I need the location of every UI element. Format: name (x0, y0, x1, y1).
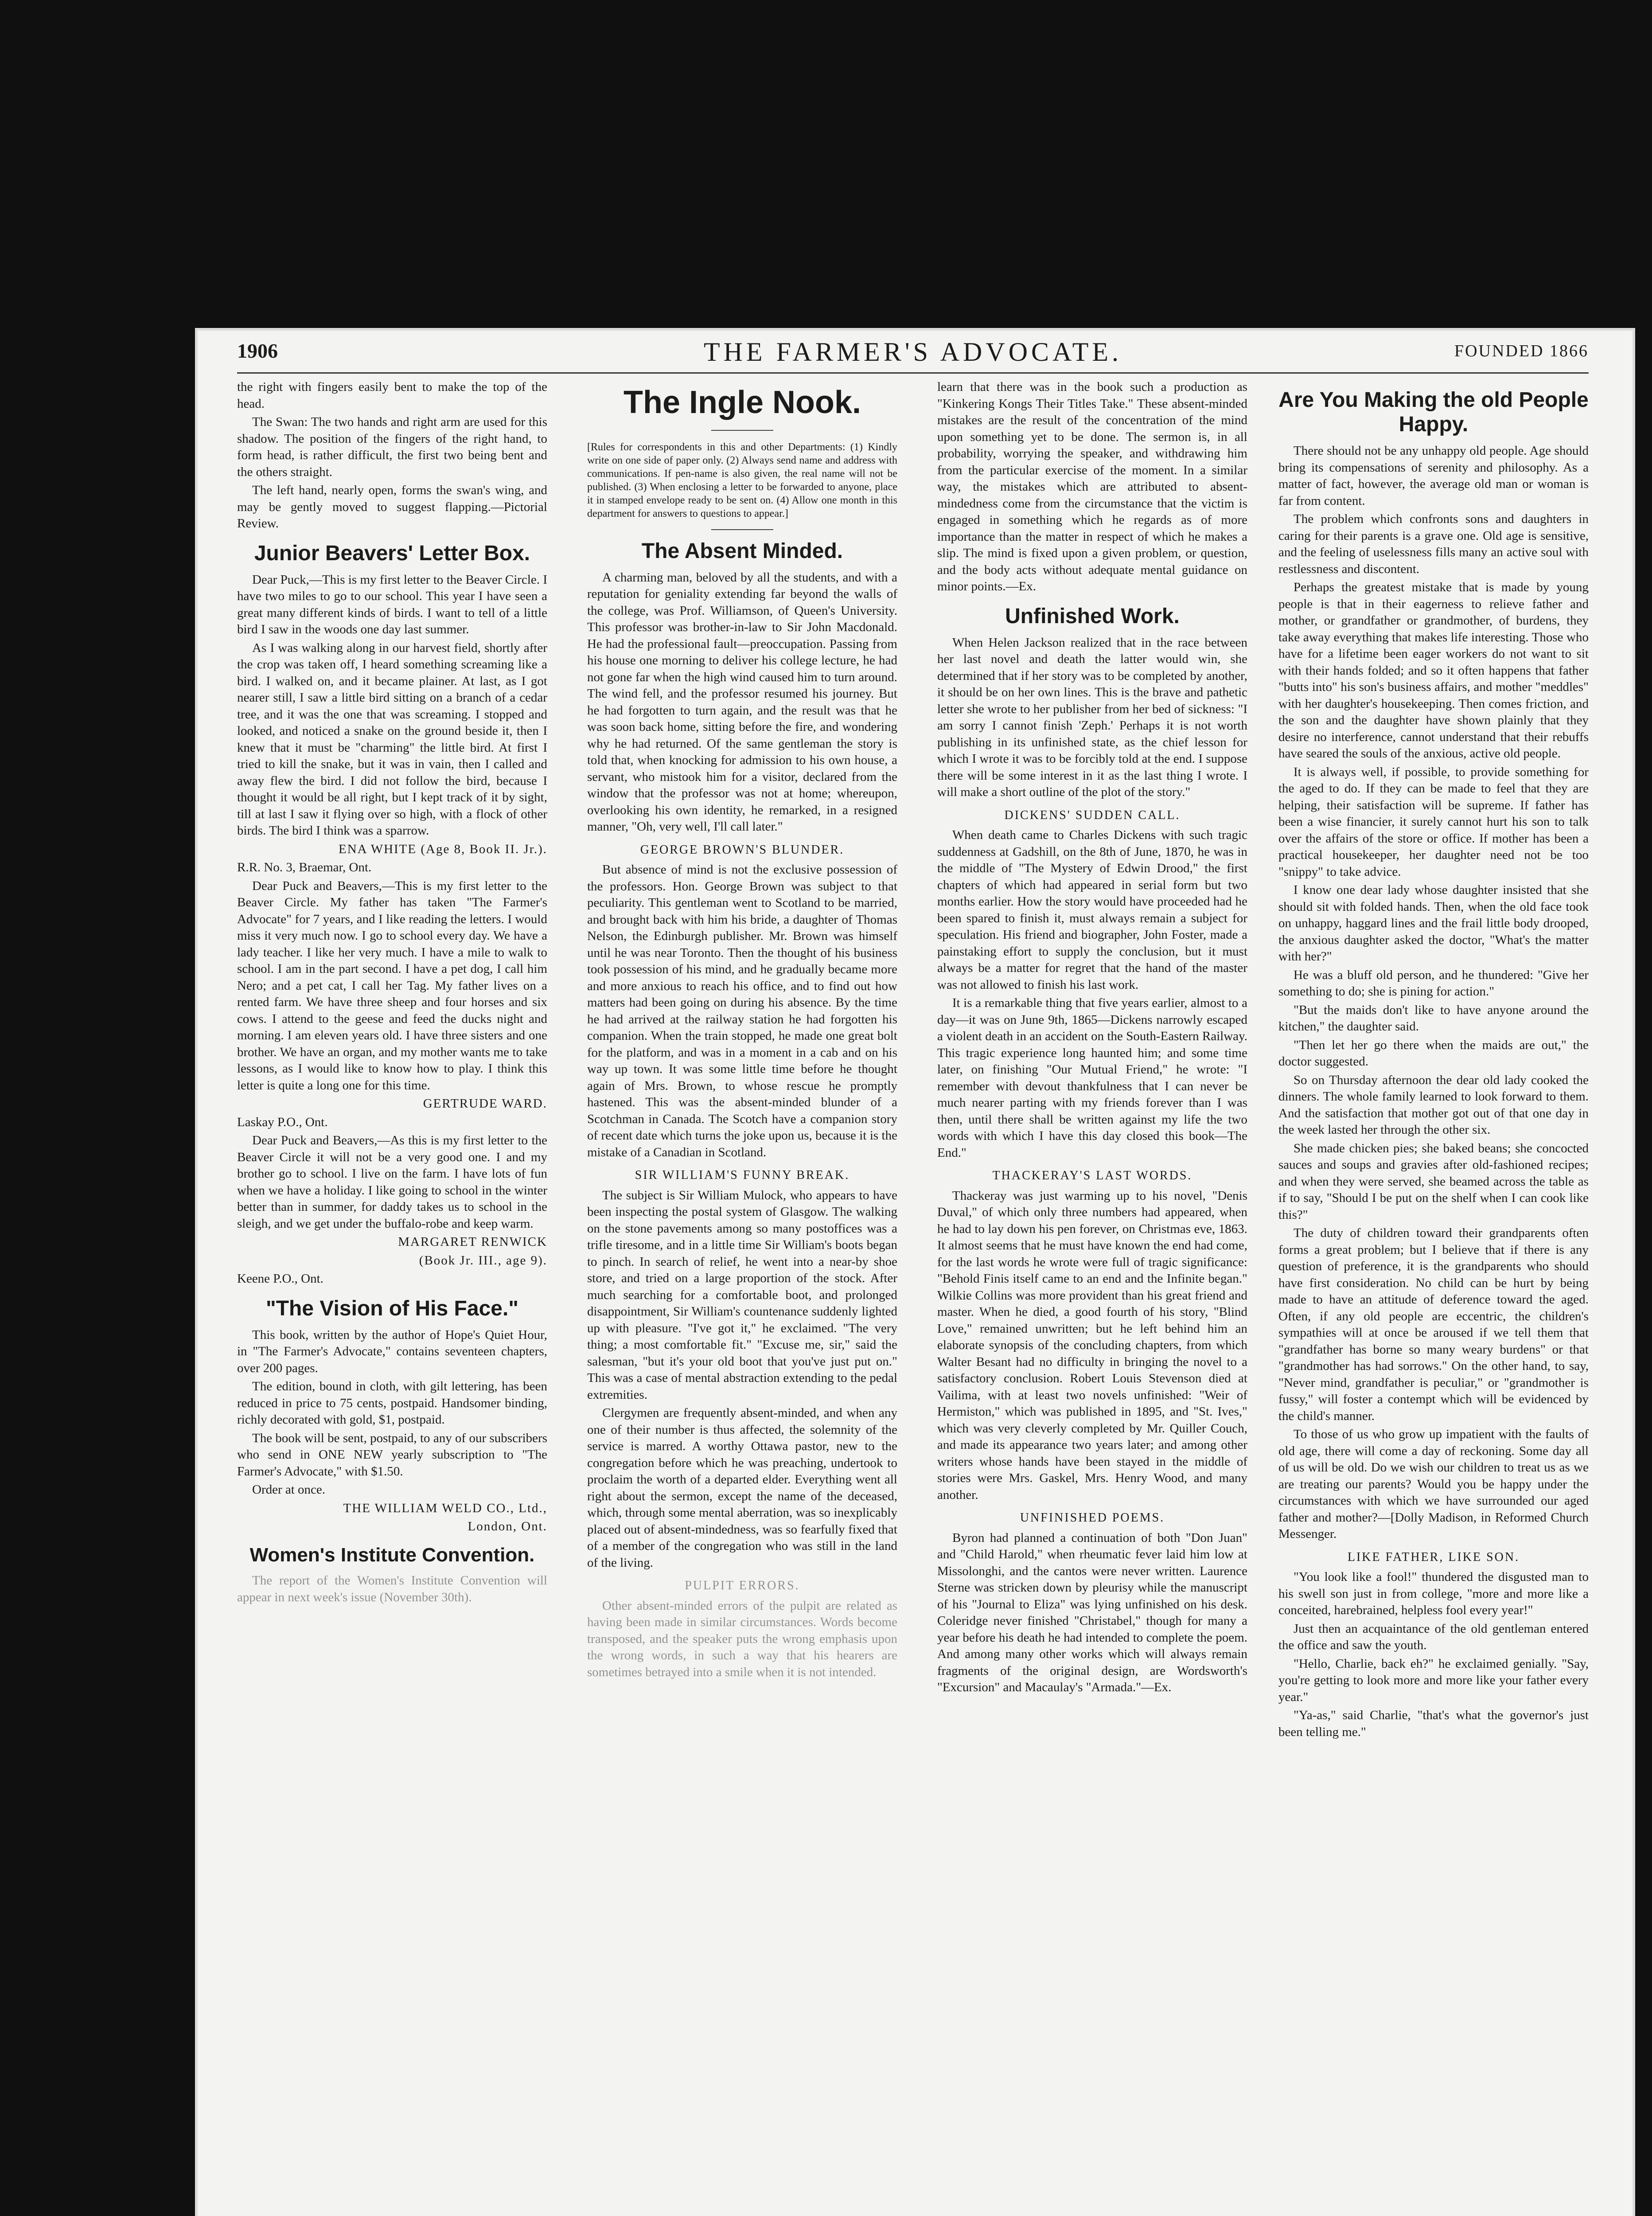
article-paragraph: She made chicken pies; she baked beans; she concocted sauces and soups and gravies after old-fashioned recipes; and when they were served, she beamed across the table as if to say, "Should I be put on the shelf when I can cook like this?" (1278, 1141, 1589, 1222)
article-paragraph: "But the maids don't like to have anyone around the kitchen," the daughter said. (1278, 1003, 1589, 1034)
article-paragraph: "Hello, Charlie, back eh?" he exclaimed genially. "Say, you're getting to look more and more like your father every year." (1278, 1656, 1589, 1704)
letter-signature: ENA WHITE (Age 8, Book II. Jr.). (338, 842, 547, 856)
column-1 (237, 379, 547, 1607)
letter-signature: MARGARET RENWICK (398, 1235, 547, 1249)
masthead-title: THE FARMER'S ADVOCATE. (703, 337, 1122, 367)
article-paragraph: The problem which confronts sons and daughters in caring for their parents is a grave one. Old age is sensitive, and the feeling of uselessness fills many an active soul with restlessness and discontent. (1278, 512, 1589, 576)
article-paragraph: A charming man, beloved by all the students, and with a reputation for geniality extending far beyond the walls of the college, was Prof. Williamson, of Queen's University. This professor was brother-in-law to Sir John Macdonald. He had the professional fault—preoccupation. Passing from his house one morning to deliver his college lecture, he had not gone far when the high wind caused him to turn around. The wind fell, and the professor resumed his journey. But he had forgotten to turn again, and the result was that he was soon back home, sitting before the fire, and wondering why he had returned. Of the same gentleman the story is told that, when knocking for admission to his own house, a servant, who mistook him for a visitor, declared from the window that the professor was not at home; whereupon, overlooking his own identity, he remarked, in a resigned manner, "Oh, very well, I'll call later." (587, 570, 897, 834)
article-paragraph: "Then let her go there when the maids are out," the doctor suggested. (1278, 1038, 1589, 1069)
vision-paragraph: Order at once. (252, 1483, 326, 1497)
divider (711, 529, 773, 530)
header-rule (237, 372, 1589, 374)
letter-paragraph: Dear Puck and Beavers,—As this is my first letter to the Beaver Circle it will not be a very good one. I and my brother go to school. I live on the farm. I have lots of fun when we have a holiday. I like going to school in the winter better than in summer, for daddy takes us to school in the sleigh, and we get under the buffalo-robe and keep warm. (237, 1133, 547, 1231)
letter-signature: GERTRUDE WARD. (423, 1096, 547, 1111)
article-paragraph: There should not be any unhappy old people. Age should bring its compensations of serenity and philosophy. As a matter of fact, however, the average old man or woman is far from content. (1278, 444, 1589, 508)
letter-place: Laskay P.O., Ont. (237, 1115, 328, 1129)
column-4 (1278, 379, 1589, 1742)
womens-institute-note: The report of the Women's Institute Convention will appear in next week's issue (November 30th). (237, 1573, 547, 1604)
vision-paragraph: This book, written by the author of Hope's Quiet Hour, in "The Farmer's Advocate," contains seventeen chapters, over 200 pages. (237, 1327, 547, 1375)
shadow-instructions: The left hand, nearly open, forms the swan's wing, and may be gently moved to suggest flapping.—Pictorial Review. (237, 483, 547, 531)
article-paragraph: I know one dear lady whose daughter insisted that she should sit with folded hands. Then, when the old face took on unhappy, haggard lines and the frail little body drooped, the anxious daughter asked the doctor, "What's the matter with her?" (1278, 883, 1589, 964)
shadow-instructions: the right with fingers easily bent to make the top of the head. (237, 380, 547, 411)
article-paragraph: Byron had planned a continuation of both "Don Juan" and "Child Harold," when rheumatic fever laid him low at Missolonghi, and the cantos were never written. Laurence Sterne was stricken down by pleurisy while the manuscript of his "Journal to Eliza" was lying unfinished on his desk. Coleridge never finished "Christabel," though for many a year before his death he had intended to complete the poem. And among many other works which will always remain fragments of the original design, are Wordsworth's "Excursion" and Macaulay's "Armada."—Ex. (937, 1530, 1247, 1695)
article-paragraph: The subject is Sir William Mulock, who appears to have been inspecting the postal system of Glasgow. The walking on the stone pavements among so many postoffices was a trifle tiresome, and in a little time Sir William's boots began to pinch. In search of relief, he went into a near-by shoe store, and tried on a large proportion of the stock. After much searching for a comfortable boot, and prolonged disappointment, Sir William's countenance suddenly lighted up with pleasure. "I've got it," he exclaimed. "The very thing; a most comfortable fit." "Excuse me, sir," said the salesman, "but it's your old boot that you've just put on." This was a case of mental abstraction extending to the pedal extremities. (587, 1188, 897, 1402)
newspaper-page (195, 328, 1635, 2216)
article-paragraph: But absence of mind is not the exclusive possession of the professors. Hon. George Brown was subject to that peculiarity. This gentleman went to Scotland to be married, and brought back with him his bride, a daughter of Thomas Nelson, the Edinburgh publisher. Mr. Brown was himself until he was near Toronto. Then the thought of his business took possession of his mind, and he gradually became more and more anxious to reach his office, and to find out how matters had been going on during his absence. By the time he had arrived at the railway station he had forgotten his companion. When the train stopped, he made one great bolt for the platform, and was in a moment in a cab and on his way up town. It was some little time before he thought again of Mrs. Brown, to whose rescue he promptly hastened. This was the absent-minded blunder of a Scotchman in Canada. The Scotch have a companion story of recent date which turns the joke upon us, because it is the mistake of a Canadian in Scotland. (587, 862, 897, 1159)
subheading: GEORGE BROWN'S BLUNDER. (640, 843, 845, 857)
article-paragraph: Other absent-minded errors of the pulpit are related as having been made in similar circumstances. Words become transposed, and the speaker puts the wrong emphasis upon the wrong words, in such a way that his hearers are sometimes betrayed into a smile when it is not intended. (587, 1598, 897, 1679)
article-paragraph: "You look like a fool!" thundered the disgusted man to his swell son just in from college, "more and more like a conceited, harebrained, helpless fool every year!" (1278, 1570, 1589, 1618)
letter-place: R.R. No. 3, Braemar, Ont. (237, 860, 372, 875)
article-paragraph: "Ya-as," said Charlie, "that's what the governor's just been telling me." (1278, 1708, 1589, 1739)
founded-note: FOUNDED 1866 (1454, 342, 1589, 360)
article-paragraph: Thackeray was just warming up to his novel, "Denis Duval," of which only three numbers had appeared, when he had to lay down his pen forever, on Christmas eve, 1863. It almost seems that he must have known the end had come, for the last words he wrote were full of tragic significance: "Behold Finis itself came to an end and the Infinite began." Wilkie Collins was more provident than his great friend and master. When he died, a good fourth of his story, "Blind Love," remained unwritten; but he left behind him an elaborate synopsis of the concluding chapters, from which Walter Besant had no difficulty in bringing the novel to a satisfactory conclusion. Robert Louis Stevenson died at Vailima, with at least two novels unfinished: "Weir of Hermiston," which was published in 1895, and "St. Ives," which was very cleverly completed by Mr. Quiller Couch, and made its appearance two years later; and among other writers whose hands have been stayed in the middle of stories were Mrs. Gaskel, Mrs. Henry Wood, and many another. (937, 1188, 1247, 1502)
subheading: DICKENS' SUDDEN CALL. (1004, 808, 1181, 822)
article-paragraph: He was a bluff old person, and he thundered: "Give her something to do; she is pining for action." (1278, 968, 1589, 999)
divider (711, 430, 773, 431)
column-3 (937, 379, 1247, 1698)
subheading: SIR WILLIAM'S FUNNY BREAK. (635, 1168, 850, 1182)
article-paragraph: Clergymen are frequently absent-minded, and when any one of their number is thus affected, the solemnity of the service is marred. A worthy Ottawa pastor, new to the congregation before which he was preaching, undertook to proclaim the worth of a departed elder. Everything went all right about the sermon, except the name of the deceased, which, through some mental aberration, was so inexplicably placed out of absent-mindedness, was so fearfully fixed that of a member of the congregation who was still in the land of the living. (587, 1406, 897, 1570)
unfinished-work-heading: Unfinished Work. (1005, 604, 1180, 628)
letter-place: Keene P.O., Ont. (237, 1272, 323, 1286)
article-paragraph: To those of us who grow up impatient with the faults of old age, there will come a day of reckoning. Some day all of us will be old. Do we wish our children to treat us as we are treating our parents? Would you be happy under the circumstances with which we have surrounded our aged father and mother?—[Dolly Madison, in Reformed Church Messenger. (1278, 1427, 1589, 1541)
publisher-name: THE WILLIAM WELD CO., Ltd., (343, 1501, 547, 1515)
absent-minded-heading: The Absent Minded. (641, 539, 843, 563)
vision-paragraph: The book will be sent, postpaid, to any of our subscribers who send in ONE NEW yearly subscription to "The Farmer's Advocate," with $1.50. (237, 1431, 547, 1479)
page-header (237, 339, 1589, 370)
article-paragraph: When death came to Charles Dickens with such tragic suddenness at Gadshill, on the 8th of June, 1870, he was in the middle of "The Mystery of Edwin Drood," the first chapters of which had appeared in serial form but two months earlier. How the story would have proceeded had he been spared to finish it, must always remain a subject for speculation. His friend and biographer, John Foster, made a painstaking effort to supply the conclusion, but it must always be a matter for regret that the hand of the master was not allowed to finish his last work. (937, 828, 1247, 992)
shadow-instructions: The Swan: The two hands and right arm are used for this shadow. The position of the fingers of the right hand, to form head, is rather difficult, the first two being bent and the others straight. (237, 415, 547, 479)
letter-signature: (Book Jr. III., age 9). (419, 1253, 547, 1268)
column-2 (587, 379, 897, 1682)
article-paragraph: The duty of children toward their grandparents often forms a great problem; but I believe that if there is any question of preference, it is the grandparents who should have first consideration. No child can be hurt by being made to have an attitude of deference toward the aged. Often, if any old people are eccentric, the children's sympathies will at once be aroused if we tell them that "grandfather has borne so many weary burdens" or that "grandmother has had sorrows." On the other hand, to say, "Never mind, grandfather is peculiar," or "grandmother is fussy," will foster a contempt which will be evidenced by the child's manner. (1278, 1226, 1589, 1423)
article-paragraph: learn that there was in the book such a production as "Kinkering Kongs Their Titles Take." These absent-minded mistakes are the result of the concentration of the mind upon something yet to be done. The sermon is, in all probability, worrying the speaker, and withdrawing him from the particular exercise of the moment. In a similar way, the mistakes which are attributed to absent-mindedness come from the circumstance that the victim is engaged in something which he regards as of more importance than the matter in respect of which he makes a slip. The mind is fixed upon a given problem, or question, and the body acts without adequate mental guidance on minor points.—Ex. (937, 380, 1247, 593)
correspondent-rules: [Rules for correspondents in this and other Departments: (1) Kindly write on one side of paper only. (2) Always send name and address with communications. If pen-name is also given, the real name will not be published. (3) When enclosing a letter to be forwarded to anyone, place it in stamped envelope ready to be sent on. (4) Allow one month in this department for answers to questions to appear.] (587, 441, 897, 519)
publisher-place: London, Ont. (468, 1519, 547, 1534)
letter-paragraph: Dear Puck and Beavers,—This is my first letter to the Beaver Circle. My father has taken "The Farmer's Advocate" for 7 years, and I like reading the letters. I would miss it very much now. I go to school every day. We have a lady teacher. I like her very much. I have a mile to walk to school. I am in the part second. I have a pet dog, I call him Nero; and a pet cat, I call her Tag. My father lives on a rented farm. We have three sheep and four horses and six cows. I attend to the geese and feed the ducks night and morning. I am eleven years old. I have three sisters and one brother. We have an organ, and my mother wants me to take lessons, as I would like to know how to play. I think this letter is quite a long one for this time. (237, 878, 547, 1092)
article-paragraph: When Helen Jackson realized that in the race between her last novel and death the latter would win, she determined that if her story was to be completed by another, it should be on her own lines. This is the brave and pathetic letter she wrote to her publisher from her bed of sickness: "I am sorry I cannot finish 'Zeph.' Perhaps it is not worth publishing in its unfinished state, as the chief lesson for which I wrote it was to be forcibly told at the end. I suppose there will be some interest in it as the last thing I wrote. I will make a short outline of the plot of the story." (937, 635, 1247, 800)
article-paragraph: So on Thursday afternoon the dear old lady cooked the dinners. The whole family learned to look forward to them. And the satisfaction that mother got out of that one day in the week lasted her through the other six. (1278, 1073, 1589, 1137)
article-paragraph: It is always well, if possible, to provide something for the aged to do. If they can be made to feel that they are helping, their satisfaction will be supreme. If father has been a wise financier, it surely cannot hurt his son to talk over the affairs of the store or office. If mother has been a practical housekeeper, her daughter need not be too "snippy" to take advice. (1278, 765, 1589, 879)
subheading: UNFINISHED POEMS. (1020, 1511, 1165, 1525)
subheading: PULPIT ERRORS. (685, 1579, 800, 1593)
page-number: 1906 (237, 339, 278, 362)
letter-paragraph: Dear Puck,—This is my first letter to the Beaver Circle. I have two miles to go to our school. This year I have seen a great many different kinds of birds. I want to tell of a little bird I saw in the woods one day last summer. (237, 572, 547, 637)
vision-heading: "The Vision of His Face." (265, 1296, 519, 1320)
womens-institute-heading: Women's Institute Convention. (249, 1544, 535, 1566)
old-people-heading: Are You Making the old People Happy. (1278, 388, 1589, 437)
vision-paragraph: The edition, bound in cloth, with gilt lettering, has been reduced in price to 75 cents, postpaid. Handsomer binding, richly decorated with gold, $1, postpaid. (237, 1379, 547, 1427)
letter-box-heading: Junior Beavers' Letter Box. (254, 541, 530, 565)
article-paragraph: Perhaps the greatest mistake that is made by young people is that in their eagerness to relieve father and mother, or grandfather or grandmother, of burdens, they take away everything that makes life interesting. Those who have for a lifetime been eager workers do not want to sit with their hands folded; and so it often happens that father "butts into" his son's business affairs, and mother "meddles" with her daughter's housekeeping. Then comes friction, and the son and the daughter have shown plainly that they desire no interference, cannot understand that their rebuffs have seared the souls of the anxious, active old people. (1278, 580, 1589, 761)
article-paragraph: It is a remarkable thing that five years earlier, almost to a day—it was on June 9th, 1865—Dickens narrowly escaped a violent death in an accident on the South-Eastern Railway. This tragic experience long haunted him; and some time later, on finishing "Our Mutual Friend," he wrote: "I remember with devout thankfulness that I can never be much nearer parting with my friends forever than I was then, until there shall be written against my life the two words with which I have this day closed this book—The End." (937, 996, 1247, 1160)
ingle-nook-heading: The Ingle Nook. (623, 385, 861, 420)
letter-paragraph: As I was walking along in our harvest field, shortly after the crop was taken off, I heard something screaming like a bird. I walked on, and it became plainer. At last, as I got nearer still, I saw a little bird sitting on a branch of a cedar tree, and it was the one that was screaming. I stopped and looked, and noticed a snake on the ground beside it, then I knew that it must be "charming" the little bird. At first I tried to kill the snake, but it was in vain, then I called and away flew the bird. I did not follow the bird, because I thought it would be all right, but I kept track of it by sight, till at last I saw it flying over so high, with a flock of other birds. The bird I think was a sparrow. (237, 640, 547, 838)
article-paragraph: Just then an acquaintance of the old gentleman entered the office and saw the youth. (1278, 1621, 1589, 1653)
subheading: LIKE FATHER, LIKE SON. (1347, 1550, 1520, 1564)
subheading: THACKERAY'S LAST WORDS. (992, 1169, 1192, 1183)
